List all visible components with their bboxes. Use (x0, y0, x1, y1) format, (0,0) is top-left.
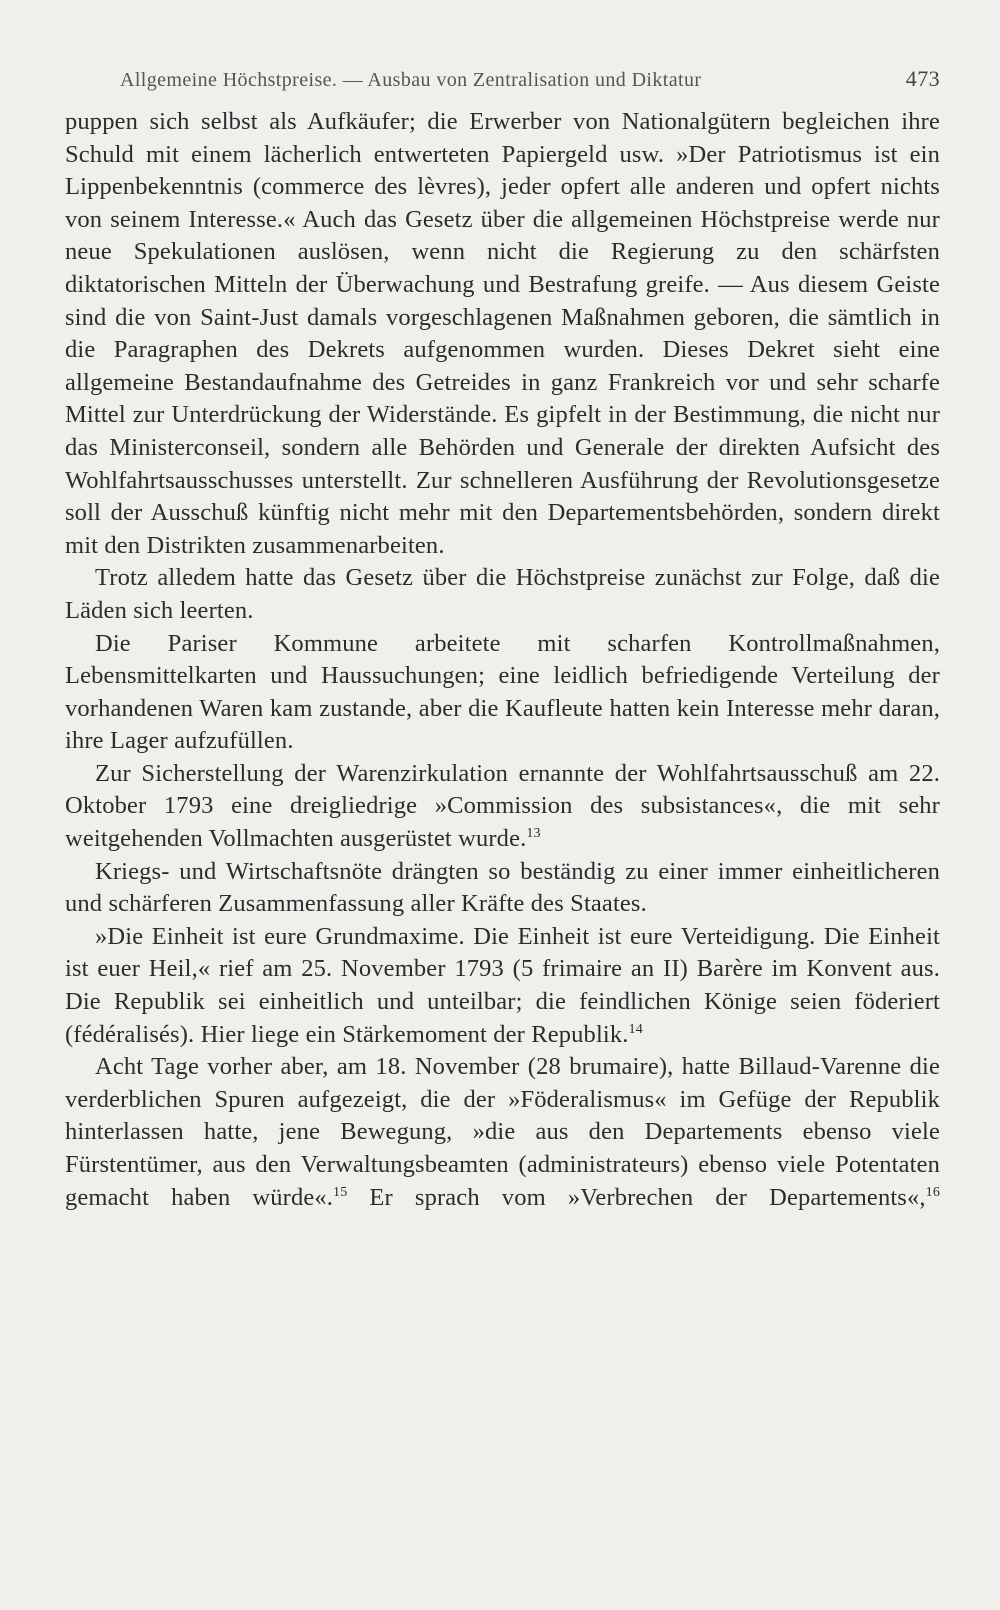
paragraph (65, 758, 940, 856)
paragraph-text: »Die Einheit ist eure Grundmaxime. Die Einheit ist eure Verteidigung. Die Einheit ist euer Heil,« rief am 25. November 1793 (5 frimaire an II) Barère im Konvent aus. Die Republik sei einheitlich und unteilbar; die feindlichen Könige seien föderiert (fédéralisés). Hier liege ein Stärkemoment der Republik. (65, 922, 940, 1048)
paragraph (65, 562, 940, 627)
footnote-marker: 13 (526, 826, 541, 842)
paragraph (65, 1051, 940, 1214)
footnote-marker: 15 (333, 1184, 348, 1200)
paragraph-text: Kriegs- und Wirtschaftsnöte drängten so beständig zu einer immer einheitlicheren und schärferen Zusammenfassung aller Kräfte des Staates. (65, 857, 940, 918)
running-title: Allgemeine Höchstpreise. — Ausbau von Zentralisation und Diktatur (120, 69, 702, 91)
paragraph-text: Trotz alledem hatte das Gesetz über die Höchstpreise zunächst zur Folge, daß die Läden sich leerten. (65, 564, 940, 624)
paragraph-text: Die Pariser Kommune arbeitete mit scharfen Kontrollmaßnahmen, Lebensmittelkarten und Haussuchungen; eine leidlich befriedigende Verteilung der vorhandenen Waren kam zustande, aber die Kaufleute hatten kein Interesse mehr daran, ihre Lager aufzufüllen. (65, 629, 940, 755)
paragraph (65, 921, 940, 1051)
paragraph (65, 628, 940, 758)
paragraph-text: puppen sich selbst als Aufkäufer; die Erwerber von Nationalgütern begleichen ihre Schuld mit einem lächerlich entwerteten Papiergeld usw. »Der Patriotismus ist ein Lippenbekenntnis (commerce des lèvres), jeder opfert alle anderen und opfert nichts von seinem Interesse.« Auch das Gesetz über die allgemeinen Höchstpreise werde nur neue Spekulationen auslösen, wenn nicht die Regierung zu den schärfsten diktatorischen Mitteln der Überwachung und Bestrafung greife. — Aus diesem Geiste sind die von Saint-Just damals vorgeschlagenen Maßnahmen geboren, die sämtlich in die Paragraphen des Dekrets aufgenommen wurden. Dieses Dekret sieht eine allgemeine Bestandaufnahme des Getreides in ganz Frankreich vor und sehr scharfe Mittel zur Unterdrückung der Widerstände. Es gipfelt in der Bestimmung, die nicht nur das Ministerconseil, sondern alle Behörden und Generale der direkten Aufsicht des Wohlfahrtsausschusses unterstellt. Zur schnelleren Ausführung der Revolutionsgesetze soll der Ausschuß künftig nicht mehr mit den Departementsbehörden, sondern direkt mit den Distrikten zusammenarbeiten. (65, 108, 940, 559)
page-number: 473 (905, 66, 940, 91)
paragraph (65, 856, 940, 921)
paragraph-text: Acht Tage vorher aber, am 18. November (28 brumaire), hatte Billaud-Varenne die verderblichen Spuren aufgezeigt, die der »Föderalismus« im Gefüge der Republik hinterlassen hatte, jene Bewegung, »die aus den Departements ebenso viele Fürstentümer, aus den Verwaltungsbeamten (administrateurs) ebenso viele Potentaten gemacht haben würde«. (65, 1053, 940, 1211)
footnote-marker: 16 (925, 1184, 940, 1200)
paragraph-text: Zur Sicherstellung der Warenzirkulation ernannte der Wohlfahrtsausschuß am 22. Oktober 1793 eine dreigliedrige »Commission des subsistances«, die mit sehr weitgehenden Vollmachten ausgerüstet wurde. (65, 759, 940, 853)
running-header (65, 66, 940, 92)
paragraph-text: Er sprach vom »Verbrechen der Departements«, (347, 1183, 926, 1211)
body-text (65, 106, 940, 1214)
paragraph (65, 106, 940, 562)
footnote-marker: 14 (628, 1021, 643, 1037)
